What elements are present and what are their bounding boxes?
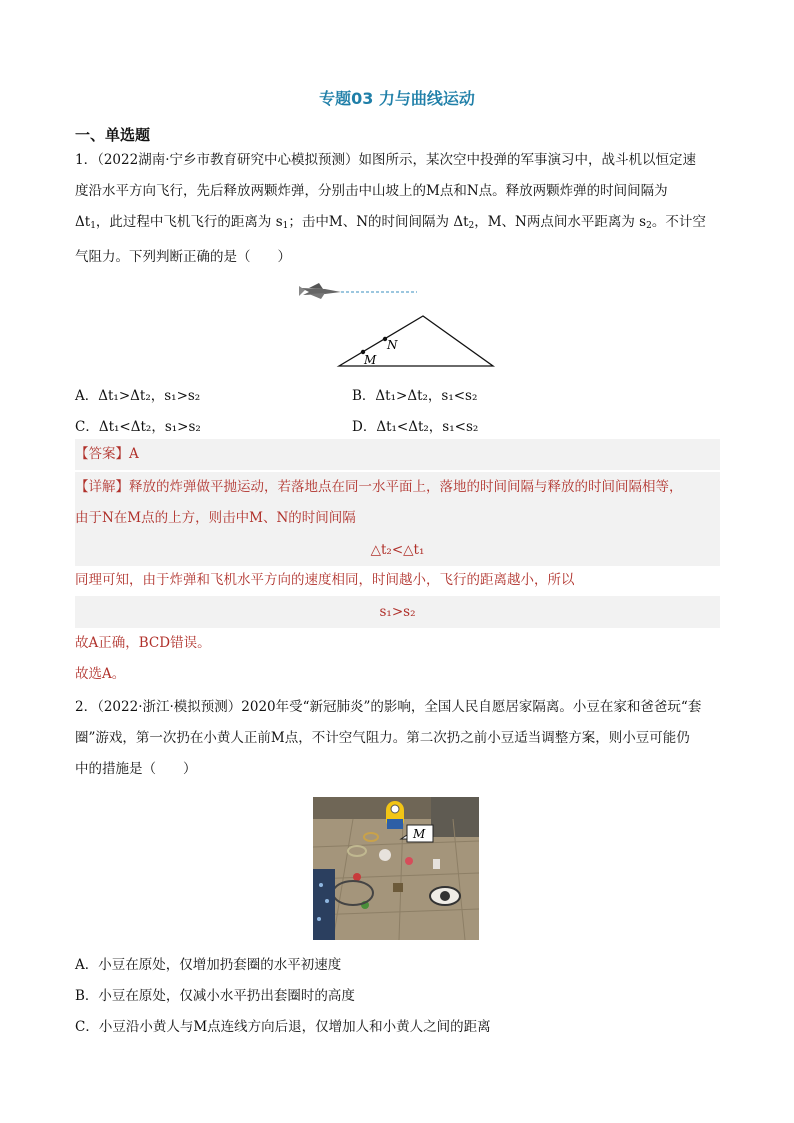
q1-line-3: $\Delta t_1$，此过程中飞机飞行的距离为 $s_1$；击中M、N的时间间隔为 $\Delta t_2$，M、N两点间水平距离为 $s_2$。不计空: [75, 214, 706, 231]
fighter-jet-icon: [299, 283, 341, 299]
q1-option-b: B．Δt₁>Δt₂，s₁<s₂: [352, 388, 478, 404]
q1-line-1: 1．（2022湖南·宁乡市教育研究中心模拟预测）如图所示，某次空中投弹的军事演习中，战斗机以恒定速: [75, 152, 696, 168]
slope-triangle: [339, 316, 493, 366]
q1-option-c: C．Δt₁<Δt₂，s₁>s₂: [75, 419, 201, 435]
question-1: [75, 145, 725, 273]
ring-toss-scene: [313, 797, 479, 940]
q1-option-a: A．Δt₁>Δt₂，s₁>s₂: [75, 388, 201, 404]
q1-formula-1: △t₂<△t₁: [75, 534, 720, 566]
q1-line-2: 度沿水平方向飞行，先后释放两颗炸弹，分别击中山坡上的M点和N点。释放两颗炸弹的时间间隔为: [75, 183, 668, 199]
section-heading: 一、单选题: [75, 126, 151, 144]
q2-option-b: B．小豆在原处，仅减小水平扔出套圈时的高度: [75, 988, 355, 1004]
question-2: [75, 692, 725, 785]
q1-detail-1: 【详解】释放的炸弹做平抛运动，若落地点在同一水平面上，落地的时间间隔与释放的时间间隔相等，: [75, 472, 720, 503]
minion-icon: [386, 801, 404, 829]
q1-line-4: 气阻力。下列判断正确的是（ ）: [75, 249, 291, 265]
q2-line-2: 圈”游戏，第一次扔在小黄人正前M点，不计空气阻力。第二次扔之前小豆适当调整方案，则小豆可能仍: [75, 730, 690, 746]
q2-line-3: 中的措施是（ ）: [75, 761, 197, 777]
q1-detail-4: 故A正确，BCD错误。: [75, 635, 211, 651]
q1-formula-2: s₁>s₂: [75, 596, 720, 628]
page-title: 专题03 力与曲线运动: [319, 89, 475, 108]
q1-answer: 【答案】A: [75, 439, 720, 470]
q1-figure: [295, 280, 505, 372]
q1-option-d: D．Δt₁<Δt₂，s₁<s₂: [352, 419, 479, 435]
q2-line-1: 2．（2022·浙江·模拟预测）2020年受“新冠肺炎”的影响，全国人民自愿居家隔离。小豆在家和爸爸玩“套: [75, 699, 702, 715]
q1-detail-5: 故选A。: [75, 666, 126, 682]
svg-text:M: M: [413, 827, 426, 841]
child-figure: [313, 869, 335, 940]
label-m: M: [364, 353, 377, 367]
q2-option-a: A．小豆在原处，仅增加扔套圈的水平初速度: [75, 957, 342, 973]
q2-photo: [313, 797, 479, 940]
label-n: N: [387, 338, 398, 352]
q1-detail-2: 由于N在M点的上方，则击中M、N的时间间隔: [75, 503, 720, 534]
q2-options: [75, 950, 725, 1043]
q1-detail-3: 同理可知，由于炸弹和飞机水平方向的速度相同，时间越小，飞行的距离越小，所以: [75, 572, 575, 588]
q2-option-c: C．小豆沿小黄人与M点连线方向后退，仅增加人和小黄人之间的距离: [75, 1019, 491, 1035]
